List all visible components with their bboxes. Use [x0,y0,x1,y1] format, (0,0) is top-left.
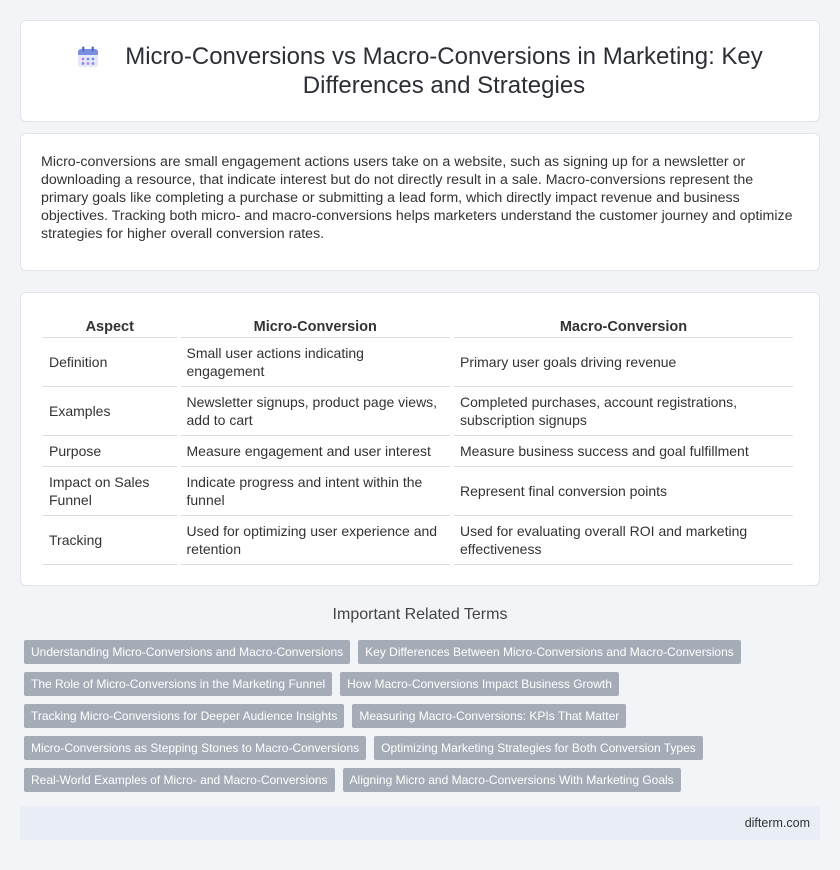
table-row [43,516,793,565]
tag-row [24,704,814,728]
tag-row [24,672,814,696]
related-term-link[interactable]: Optimizing Marketing Strategies for Both Conversion Types [374,736,703,760]
tag-row [24,736,814,760]
tag-row [24,640,814,664]
calendar-icon [76,45,100,69]
table-cell: Definition [43,338,177,387]
related-term-link[interactable]: Tracking Micro-Conversions for Deeper Audience Insights [24,704,344,728]
table-row [43,387,793,436]
table-cell: Impact on Sales Funnel [43,467,177,516]
title-wrap [76,42,764,100]
table-cell: Represent final conversion points [454,467,793,516]
table-cell: Tracking [43,516,177,565]
table-cell: Purpose [43,436,177,467]
related-term-link[interactable]: How Macro-Conversions Impact Business Growth [340,672,619,696]
tag-row [24,768,814,792]
footer [20,806,820,840]
table-cell: Measure engagement and user interest [181,436,451,467]
intro-paragraph: Micro-conversions are small engagement actions users take on a website, such as signing up for a newsletter or downloading a resource, that indicate interest but do not directly result in a sale. Macro-conversions represent the primary goals like completing a purchase or submitting a lead form, which directly impact revenue and business objectives. Tracking both micro- and macro-conversions helps marketers understand the customer journey and optimize strategies for higher overall conversion rates. [41,154,793,242]
table-row [43,436,793,467]
intro-card [20,133,820,271]
related-terms-list [24,640,814,800]
table-cell: Used for optimizing user experience and retention [181,516,451,565]
table-cell: Small user actions indicating engagement [181,338,451,387]
table-cell: Measure business success and goal fulfillment [454,436,793,467]
table-row [43,467,793,516]
related-terms-title: Important Related Terms [332,606,508,623]
header-card [20,20,820,122]
related-term-link[interactable]: Understanding Micro-Conversions and Macro-Conversions [24,640,350,664]
related-term-link[interactable]: Key Differences Between Micro-Conversions and Macro-Conversions [358,640,741,664]
table-cell: Newsletter signups, product page views, add to cart [181,387,451,436]
table-cell: Examples [43,387,177,436]
table-cell: Completed purchases, account registrations, subscription signups [454,387,793,436]
related-term-link[interactable]: Real-World Examples of Micro- and Macro-Conversions [24,768,335,792]
header-micro: Micro-Conversion [181,317,451,338]
table-cell: Used for evaluating overall ROI and marketing effectiveness [454,516,793,565]
comparison-table-card [20,292,820,586]
table-cell: Indicate progress and intent within the funnel [181,467,451,516]
comparison-table [39,317,797,565]
table-cell: Primary user goals driving revenue [454,338,793,387]
table-header-row [43,317,793,338]
page-title: Micro-Conversions vs Macro-Conversions in Marketing: Key Differences and Strategies [125,43,763,99]
related-term-link[interactable]: Micro-Conversions as Stepping Stones to Macro-Conversions [24,736,366,760]
related-term-link[interactable]: Measuring Macro-Conversions: KPIs That Matter [352,704,626,728]
footer-site-link[interactable]: difterm.com [744,816,810,830]
header-aspect: Aspect [43,317,177,338]
related-term-link[interactable]: The Role of Micro-Conversions in the Marketing Funnel [24,672,332,696]
header-macro: Macro-Conversion [454,317,793,338]
table-row [43,338,793,387]
related-term-link[interactable]: Aligning Micro and Macro-Conversions With Marketing Goals [343,768,681,792]
